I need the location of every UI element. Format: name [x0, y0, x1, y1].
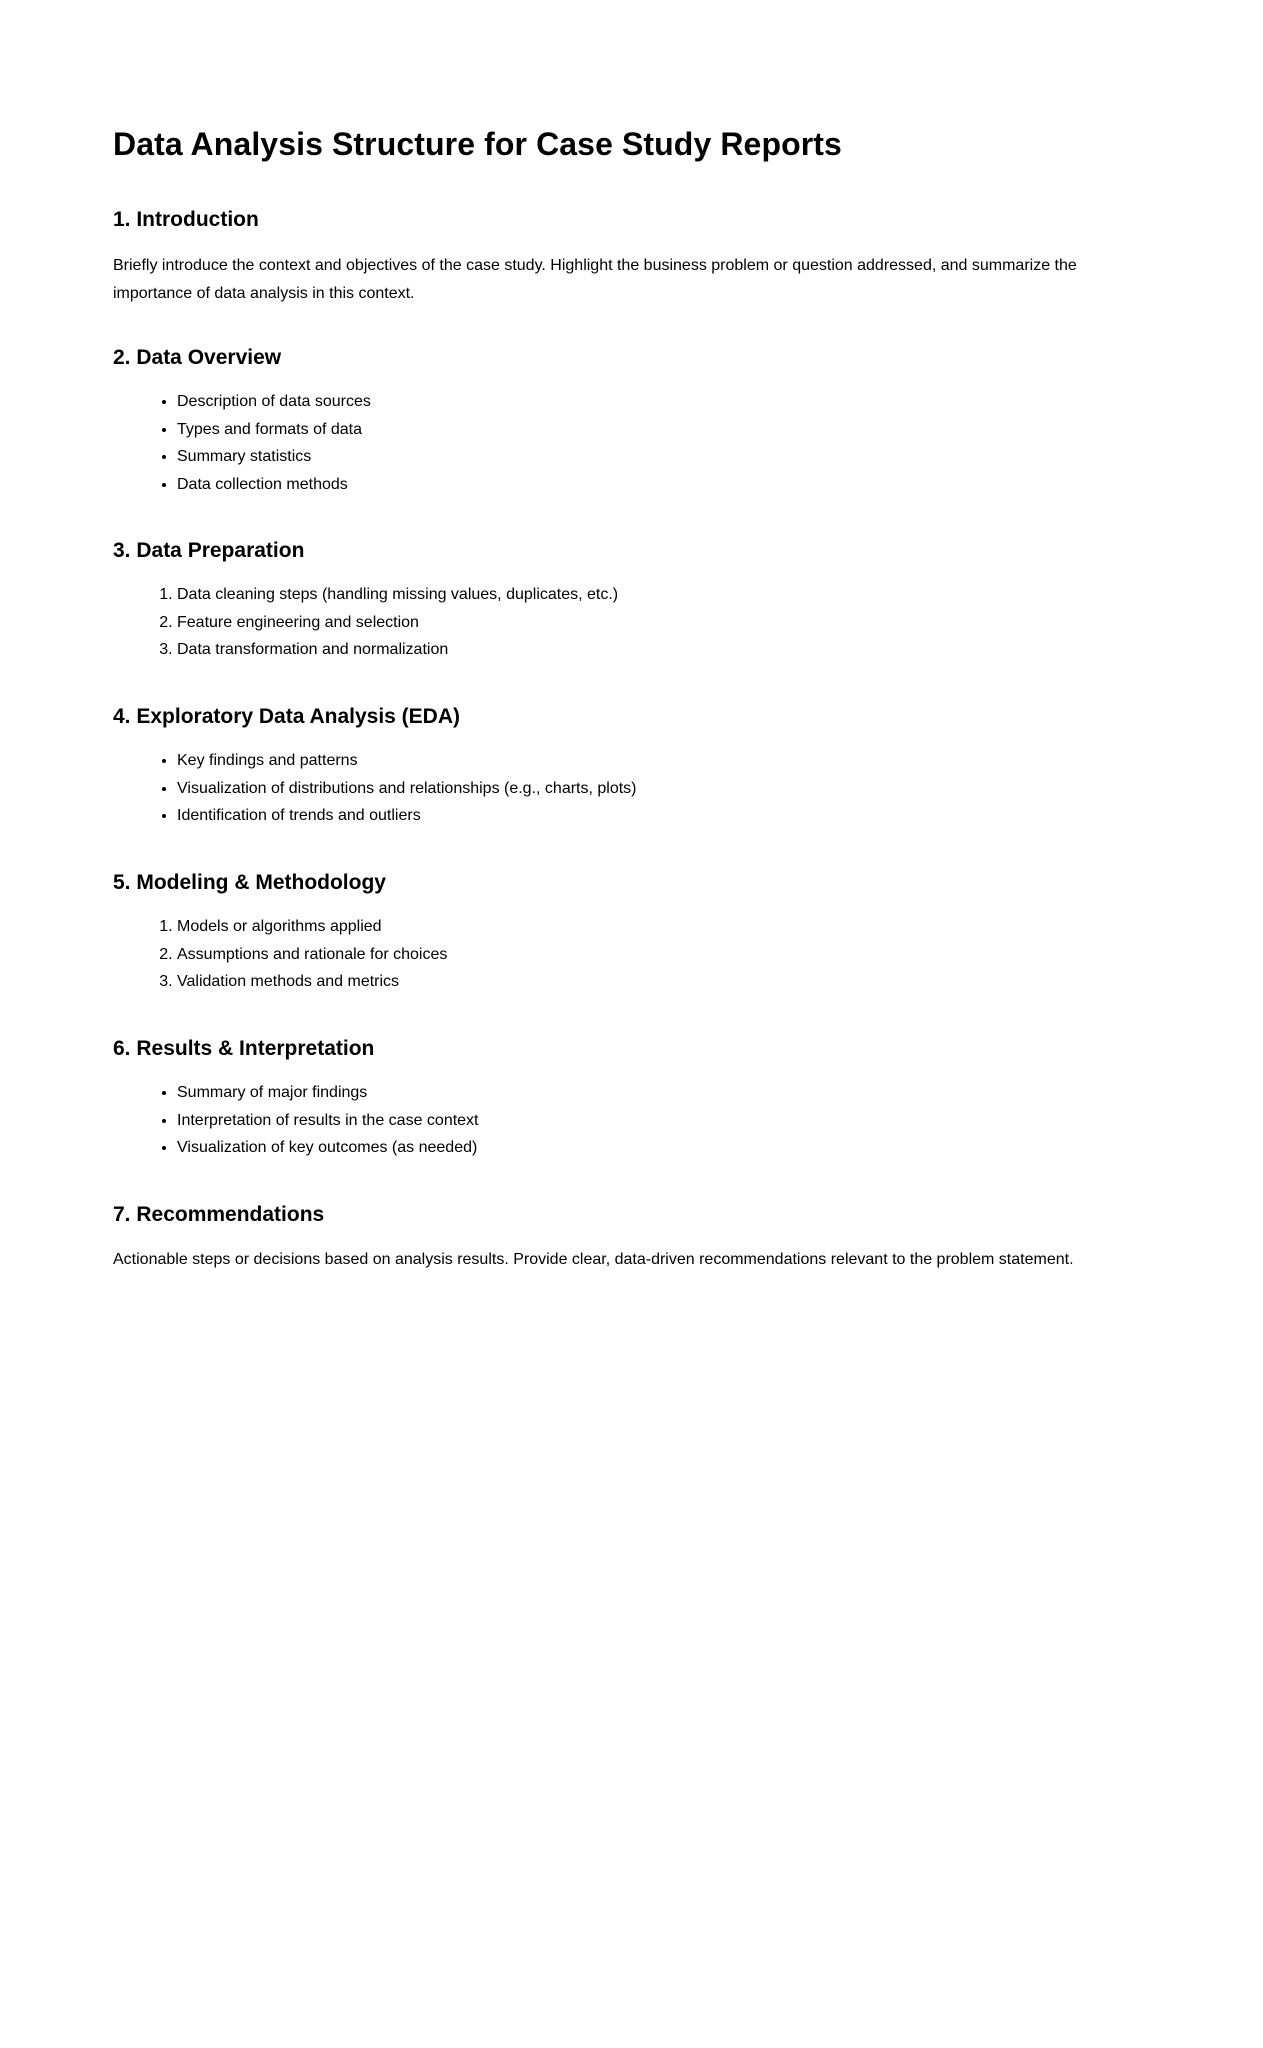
- list-item: • Summary statistics: [177, 443, 1153, 471]
- list-item: 2. Feature engineering and selection: [177, 609, 1153, 637]
- list-item: • Key findings and patterns: [177, 747, 1153, 775]
- section-modeling: [113, 869, 1153, 996]
- section-heading: 2. Data Overview: [113, 346, 282, 369]
- section-recommendations: [113, 1201, 1153, 1274]
- section-results: [113, 1035, 1153, 1162]
- list-item: • Identification of trends and outliers: [177, 802, 1153, 830]
- section-heading: 4. Exploratory Data Analysis (EDA): [113, 705, 460, 728]
- list-item: 1. Models or algorithms applied: [177, 913, 1153, 941]
- section-heading: 6. Results & Interpretation: [113, 1037, 375, 1060]
- section-heading: 5. Modeling & Methodology: [113, 871, 386, 894]
- document-page: [113, 118, 1153, 1268]
- section-data-preparation: [113, 537, 1153, 664]
- numbered-list: [113, 581, 1153, 664]
- list-item: 3. Validation methods and metrics: [177, 968, 1153, 996]
- section-introduction: [113, 206, 1153, 308]
- list-item: • Data collection methods: [177, 471, 1153, 499]
- section-paragraph: Actionable steps or decisions based on analysis results. Provide clear, data-driven recommendations relevant to the problem statement.: [113, 1251, 1074, 1268]
- section-eda: [113, 703, 1153, 830]
- list-item: • Summary of major findings: [177, 1079, 1153, 1107]
- section-heading: 1. Introduction: [113, 208, 259, 231]
- numbered-list: [113, 913, 1153, 996]
- list-item: 3. Data transformation and normalization: [177, 636, 1153, 664]
- section-heading: 7. Recommendations: [113, 1203, 325, 1226]
- list-item: • Visualization of key outcomes (as needed): [177, 1134, 1153, 1162]
- bullet-list: [113, 1079, 1153, 1162]
- section-paragraph: Briefly introduce the context and objectives of the case study. Highlight the business problem or question addressed, and summarize the importance of data analysis in this context.: [113, 257, 1077, 302]
- page-title: Data Analysis Structure for Case Study Reports: [113, 126, 842, 162]
- list-item: • Visualization of distributions and relationships (e.g., charts, plots): [177, 775, 1153, 803]
- list-item: • Types and formats of data: [177, 416, 1153, 444]
- list-item: • Interpretation of results in the case context: [177, 1107, 1153, 1135]
- list-item: 2. Assumptions and rationale for choices: [177, 941, 1153, 969]
- section-data-overview: [113, 344, 1153, 498]
- bullet-list: [113, 747, 1153, 830]
- list-item: • Description of data sources: [177, 388, 1153, 416]
- bullet-list: [113, 388, 1153, 498]
- list-item: 1. Data cleaning steps (handling missing values, duplicates, etc.): [177, 581, 1153, 609]
- section-heading: 3. Data Preparation: [113, 539, 305, 562]
